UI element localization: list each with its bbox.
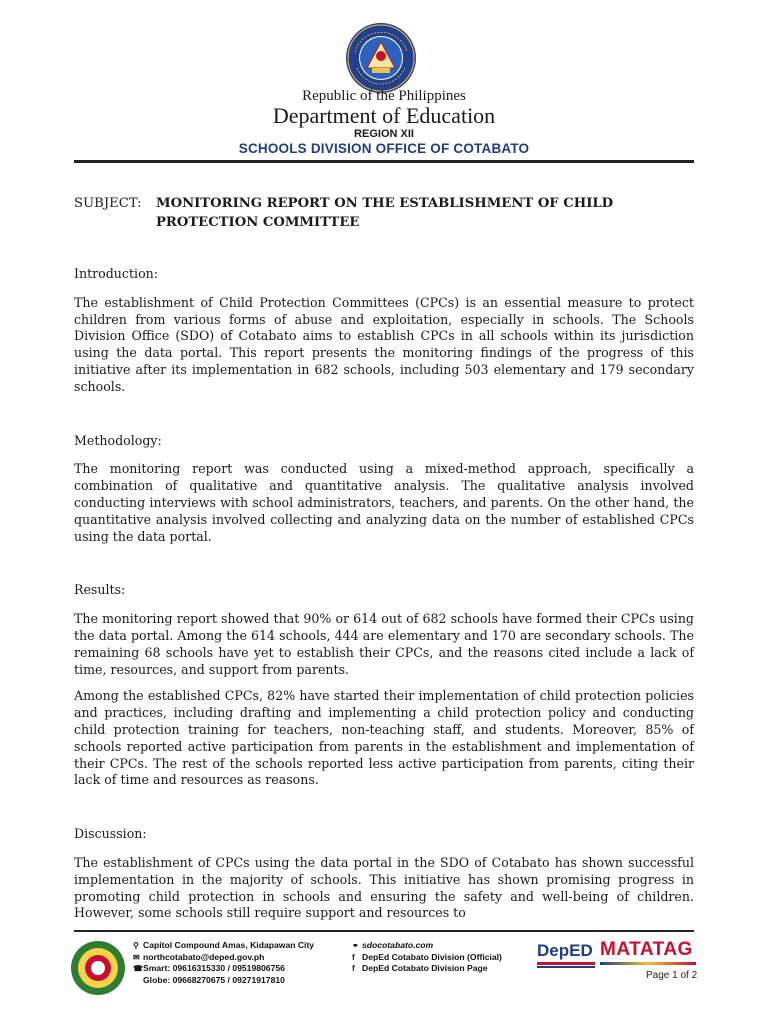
results-paragraph-1: The monitoring report showed that 90% or 614 out of 682 schools have formed their CPCs using the data portal. Among the 614 schools, 444 are elementary and 170 are secondary schools. The remaining 68 schools have yet to establish their CPCs, and the reasons cited include a lack of time, resources, and support from parents. [74, 611, 694, 677]
matatag-text: MATATAG [600, 939, 693, 960]
footer-fb-page[interactable]: DepEd Cotabato Division Page [362, 963, 488, 973]
results-paragraph-2: Among the established CPCs, 82% have started their implementation of child protection policies and practices, including drafting and implementing a child protection policy and conducting child protection training for teachers, non-teaching staff, and students. Moreover, 85% of schools reported active participation from parents in the establishment and implementation of their CPCs. The rest of the schools reported less active participation from parents, citing their lack of time and resources as reasons. [74, 688, 694, 788]
footer-smart: Smart: 09616315330 / 09519806756 [143, 963, 285, 973]
location-icon: ⚲ [133, 941, 139, 950]
subject-line-1: MONITORING REPORT ON THE ESTABLISHMENT OF CHILD [156, 196, 614, 211]
results-heading: Results: [74, 582, 126, 598]
discussion-paragraph: The establishment of CPCs using the data portal in the SDO of Cotabato has shown successful implementation in the majority of schools. This initiative has shown promising progress in promoting child protection in schools and ensuring the safety and well-being of children. However, some schools still require support and resources to [74, 854, 694, 921]
facebook-icon: f [352, 964, 355, 973]
footer [0, 936, 768, 1016]
intro-heading: Introduction: [74, 266, 158, 281]
subject-block [74, 194, 694, 232]
footer-globe: Globe: 09668270675 / 09271917810 [143, 974, 285, 985]
methodology-heading: Methodology: [74, 432, 162, 448]
web-icon: ⚭ [352, 941, 359, 950]
phone-icon: ☎ [133, 964, 143, 973]
deped-logo [537, 942, 597, 982]
subject-line-2: PROTECTION COMMITTEE [156, 215, 360, 230]
facebook-icon: f [352, 952, 355, 962]
email-icon: ✉ [133, 952, 140, 962]
footer-address: Capitol Compound Amas, Kidapawan City [143, 940, 315, 950]
footer-contact-column [133, 940, 314, 985]
footer-website[interactable]: sdocotabato.com [362, 940, 434, 950]
deped-logo-text: DepED [537, 941, 593, 960]
report-body [74, 266, 694, 922]
page-number: Page 1 of 2 [646, 970, 698, 981]
department-title: Department of Education [272, 103, 496, 128]
republic-line: Republic of the Philippines [302, 88, 466, 104]
intro-paragraph: The establishment of Child Protection Committees (CPCs) is an essential measure to protect children from various forms of abuse and exploitation, especially in schools. The Schools Division Office (SDO) of Cotabato aims to establish CPCs in all schools within its jurisdiction using the data portal. This report presents the monitoring findings of the progress of this initiative after its implementation in 682 schools, including 503 elementary and 179 secondary schools. [74, 294, 694, 394]
methodology-paragraph: The monitoring report was conducted using a mixed-method approach, specifically a combination of qualitative and quantitative analysis. The qualitative analysis involved conducting interviews with school administrators, teachers, and parents. On the other hand, the quantitative analysis involved collecting and analyzing data on the number of established CPCs using the data portal. [74, 461, 694, 544]
division-seal-logo [70, 940, 126, 996]
footer-online-column [352, 940, 502, 975]
region-label: REGION XII [354, 128, 414, 140]
deped-seal-logo [345, 22, 417, 94]
footer-fb-official[interactable]: DepEd Cotabato Division (Official) [362, 951, 502, 962]
footer-divider [74, 930, 694, 932]
subject-label: SUBJECT: [74, 196, 142, 211]
footer-email[interactable]: northcotabato@deped.gov.ph [143, 951, 265, 962]
discussion-heading: Discussion: [74, 826, 147, 842]
division-office-title: SCHOOLS DIVISION OFFICE OF COTABATO [238, 141, 530, 156]
header-divider [74, 160, 694, 163]
